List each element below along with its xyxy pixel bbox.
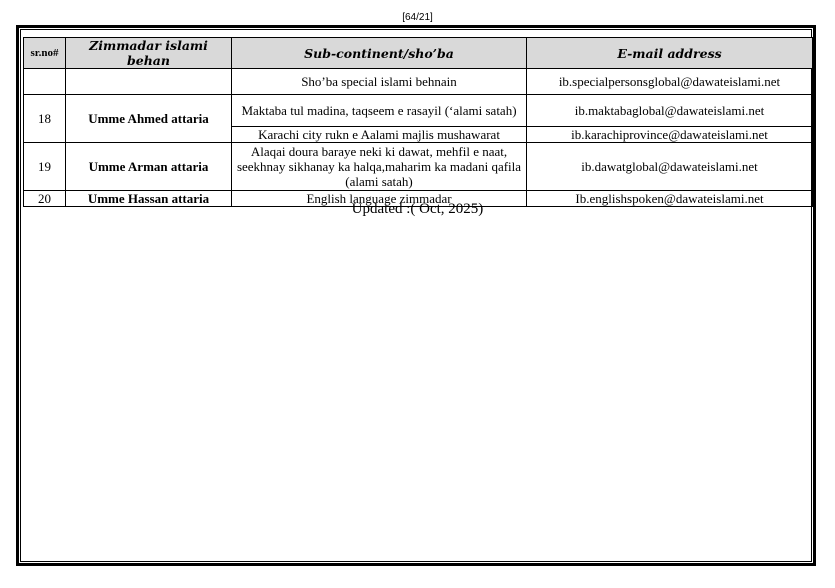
cell-email: ib.dawatglobal@dawateislami.net bbox=[527, 143, 813, 191]
table-row bbox=[24, 143, 813, 191]
updated-note: Updated :( Oct, 2025) bbox=[351, 201, 484, 217]
page-number: [64/21] bbox=[402, 12, 433, 23]
cell-sr: 20 bbox=[24, 191, 66, 207]
cell-email: Ib.englishspoken@dawateislami.net bbox=[527, 191, 813, 207]
cell-sr bbox=[24, 69, 66, 95]
cell-department: English language zimmadar bbox=[232, 191, 527, 207]
header-email: E-mail address bbox=[527, 38, 813, 69]
table-row bbox=[24, 69, 813, 95]
cell-department: Alaqai doura baraye neki ki dawat, mehfil e naat, seekhnay sikhanay ka halqa,maharim ka madani qafila (alami satah) bbox=[232, 143, 527, 191]
cell-email: ib.karachiprovince@dawateislami.net bbox=[527, 127, 813, 143]
cell-name: Umme Hassan attaria bbox=[66, 191, 232, 207]
cell-email: ib.maktabaglobal@dawateislami.net bbox=[527, 95, 813, 127]
table-row bbox=[24, 95, 813, 127]
cell-sr: 18 bbox=[24, 95, 66, 143]
cell-department: Sho’ba special islami behnain bbox=[232, 69, 527, 95]
cell-name: Umme Ahmed attaria bbox=[66, 95, 232, 143]
cell-name: Umme Arman attaria bbox=[66, 143, 232, 191]
cell-department: Karachi city rukn e Aalami majlis mushawarat bbox=[232, 127, 527, 143]
cell-sr: 19 bbox=[24, 143, 66, 191]
contacts-table bbox=[23, 37, 813, 207]
header-sub-continent: Sub-continent/sho’ba bbox=[232, 38, 527, 69]
header-zimmadar: Zimmadar islami behan bbox=[66, 38, 232, 69]
header-sr-no: sr.no# bbox=[24, 38, 66, 69]
cell-email: ib.specialpersonsglobal@dawateislami.net bbox=[527, 69, 813, 95]
cell-department: Maktaba tul madina, taqseem e rasayil (‘alami satah) bbox=[232, 95, 527, 127]
table-header-row bbox=[24, 38, 813, 69]
cell-name bbox=[66, 69, 232, 95]
